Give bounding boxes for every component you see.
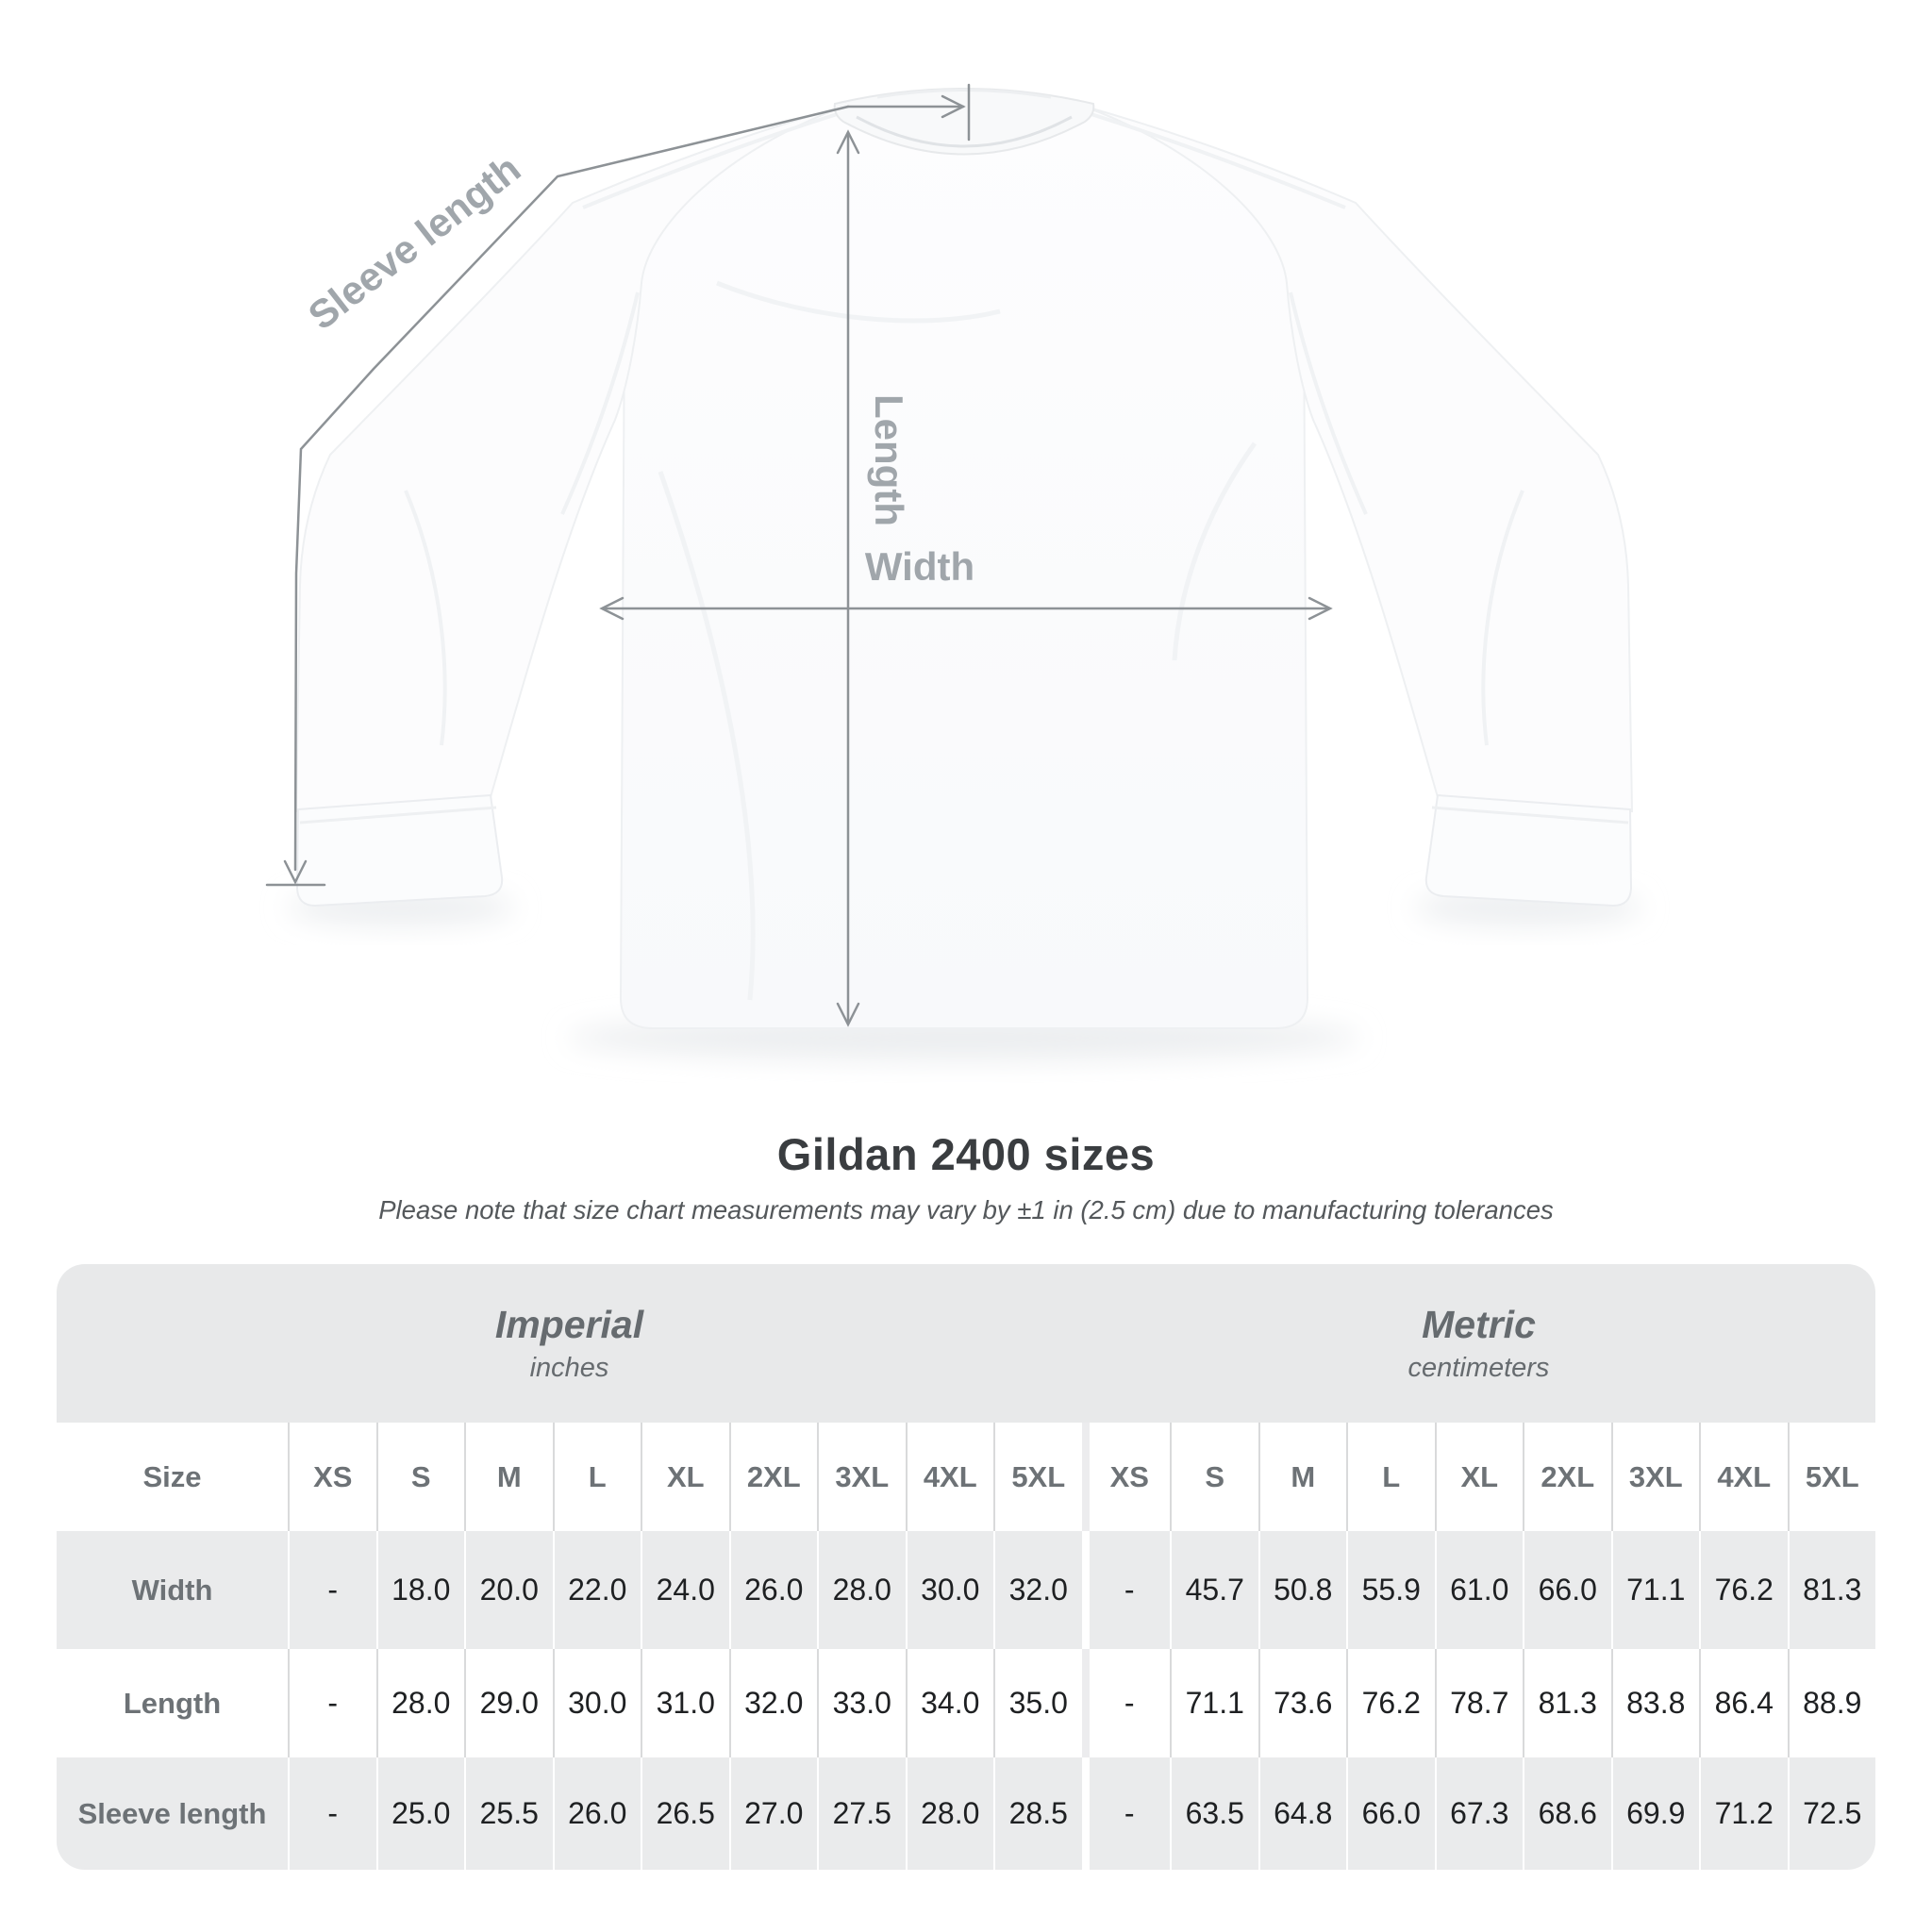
- cell-width-imperial-l: 22.0: [553, 1531, 641, 1649]
- cell-sleeve-length-metric-s: 63.5: [1170, 1757, 1258, 1870]
- size-col-metric-5xl: 5XL: [1788, 1423, 1876, 1531]
- sleeve-length-label: Sleeve length: [299, 145, 529, 339]
- cell-width-metric-m: 50.8: [1258, 1531, 1347, 1649]
- imperial-unit: inches: [529, 1353, 609, 1383]
- cell-length-imperial-2xl: 32.0: [729, 1649, 818, 1757]
- cell-length-metric-xs: -: [1082, 1649, 1171, 1757]
- cell-width-metric-2xl: 66.0: [1523, 1531, 1611, 1649]
- cell-width-metric-3xl: 71.1: [1611, 1531, 1700, 1649]
- cell-length-metric-xl: 78.7: [1435, 1649, 1524, 1757]
- cell-length-metric-2xl: 81.3: [1523, 1649, 1611, 1757]
- cell-sleeve-length-metric-2xl: 68.6: [1523, 1757, 1611, 1870]
- cell-length-imperial-3xl: 33.0: [817, 1649, 906, 1757]
- cell-width-metric-xs: -: [1082, 1531, 1171, 1649]
- cell-sleeve-length-imperial-xs: -: [288, 1757, 376, 1870]
- cell-sleeve-length-metric-m: 64.8: [1258, 1757, 1347, 1870]
- size-header-row: [57, 1423, 1875, 1531]
- imperial-label: Imperial: [494, 1303, 644, 1346]
- cell-sleeve-length-metric-xs: -: [1082, 1757, 1171, 1870]
- cell-length-imperial-xs: -: [288, 1649, 376, 1757]
- shirt-left-cuff: [297, 795, 502, 906]
- cell-width-metric-4xl: 76.2: [1699, 1531, 1788, 1649]
- cell-length-imperial-m: 29.0: [464, 1649, 553, 1757]
- cell-sleeve-length-metric-5xl: 72.5: [1788, 1757, 1876, 1870]
- cell-length-metric-l: 76.2: [1346, 1649, 1435, 1757]
- size-col-imperial-5xl: 5XL: [993, 1423, 1082, 1531]
- imperial-group-header: [57, 1264, 1082, 1423]
- cell-sleeve-length-metric-xl: 67.3: [1435, 1757, 1524, 1870]
- cell-sleeve-length-imperial-xl: 26.5: [641, 1757, 729, 1870]
- size-col-imperial-xs: XS: [288, 1423, 376, 1531]
- cell-sleeve-length-metric-3xl: 69.9: [1611, 1757, 1700, 1870]
- cell-sleeve-length-imperial-s: 25.0: [376, 1757, 465, 1870]
- row-label-sleeve-length: Sleeve length: [77, 1796, 267, 1830]
- size-corner-label: Size: [142, 1459, 202, 1493]
- cell-width-imperial-m: 20.0: [464, 1531, 553, 1649]
- size-col-imperial-xl: XL: [641, 1423, 729, 1531]
- cell-length-metric-4xl: 86.4: [1699, 1649, 1788, 1757]
- cell-width-imperial-3xl: 28.0: [817, 1531, 906, 1649]
- size-col-metric-xl: XL: [1435, 1423, 1524, 1531]
- title-block: [0, 1128, 1932, 1225]
- size-table: [57, 1264, 1875, 1870]
- cell-width-imperial-2xl: 26.0: [729, 1531, 818, 1649]
- length-label: Length: [867, 394, 911, 526]
- size-col-metric-2xl: 2XL: [1523, 1423, 1611, 1531]
- cell-sleeve-length-imperial-5xl: 28.5: [993, 1757, 1082, 1870]
- size-col-metric-4xl: 4XL: [1699, 1423, 1788, 1531]
- table-row-sleeve-length: [57, 1757, 1875, 1870]
- cell-width-metric-s: 45.7: [1170, 1531, 1258, 1649]
- cell-sleeve-length-imperial-2xl: 27.0: [729, 1757, 818, 1870]
- cell-sleeve-length-imperial-4xl: 28.0: [906, 1757, 994, 1870]
- size-col-metric-l: L: [1346, 1423, 1435, 1531]
- size-col-imperial-2xl: 2XL: [729, 1423, 818, 1531]
- cell-width-imperial-xl: 24.0: [641, 1531, 729, 1649]
- cell-sleeve-length-metric-4xl: 71.2: [1699, 1757, 1788, 1870]
- size-col-imperial-3xl: 3XL: [817, 1423, 906, 1531]
- cell-length-metric-5xl: 88.9: [1788, 1649, 1876, 1757]
- size-col-metric-3xl: 3XL: [1611, 1423, 1700, 1531]
- table-row-length: [57, 1649, 1875, 1757]
- cell-length-metric-s: 71.1: [1170, 1649, 1258, 1757]
- cell-length-imperial-xl: 31.0: [641, 1649, 729, 1757]
- cell-length-imperial-l: 30.0: [553, 1649, 641, 1757]
- size-col-imperial-l: L: [553, 1423, 641, 1531]
- size-col-metric-xs: XS: [1082, 1423, 1171, 1531]
- cell-width-metric-l: 55.9: [1346, 1531, 1435, 1649]
- cell-length-metric-m: 73.6: [1258, 1649, 1347, 1757]
- size-col-metric-s: S: [1170, 1423, 1258, 1531]
- cell-width-imperial-5xl: 32.0: [993, 1531, 1082, 1649]
- cell-sleeve-length-imperial-l: 26.0: [553, 1757, 641, 1870]
- size-col-imperial-4xl: 4XL: [906, 1423, 994, 1531]
- page-subtitle: Please note that size chart measurements may vary by ±1 in (2.5 cm) due to manufacturing tolerances: [378, 1195, 1554, 1224]
- cell-width-metric-5xl: 81.3: [1788, 1531, 1876, 1649]
- metric-group-header: [1082, 1264, 1875, 1423]
- metric-unit: centimeters: [1407, 1353, 1550, 1383]
- cell-width-imperial-s: 18.0: [376, 1531, 465, 1649]
- cell-width-imperial-4xl: 30.0: [906, 1531, 994, 1649]
- row-label-length: Length: [123, 1686, 222, 1720]
- size-col-metric-m: M: [1258, 1423, 1347, 1531]
- cell-length-metric-3xl: 83.8: [1611, 1649, 1700, 1757]
- cell-sleeve-length-imperial-m: 25.5: [464, 1757, 553, 1870]
- cell-width-imperial-xs: -: [288, 1531, 376, 1649]
- metric-label: Metric: [1422, 1303, 1536, 1346]
- cell-width-metric-xl: 61.0: [1435, 1531, 1524, 1649]
- shirt-right-cuff: [1426, 795, 1631, 906]
- width-label: Width: [864, 544, 975, 589]
- row-label-width: Width: [131, 1573, 213, 1607]
- size-col-imperial-m: M: [464, 1423, 553, 1531]
- unit-group-band: [57, 1264, 1875, 1423]
- page-title: Gildan 2400 sizes: [776, 1129, 1156, 1179]
- cell-sleeve-length-metric-l: 66.0: [1346, 1757, 1435, 1870]
- cell-length-imperial-4xl: 34.0: [906, 1649, 994, 1757]
- table-row-width: [57, 1531, 1875, 1649]
- size-col-imperial-s: S: [376, 1423, 465, 1531]
- cell-length-imperial-s: 28.0: [376, 1649, 465, 1757]
- cell-sleeve-length-imperial-3xl: 27.5: [817, 1757, 906, 1870]
- cell-length-imperial-5xl: 35.0: [993, 1649, 1082, 1757]
